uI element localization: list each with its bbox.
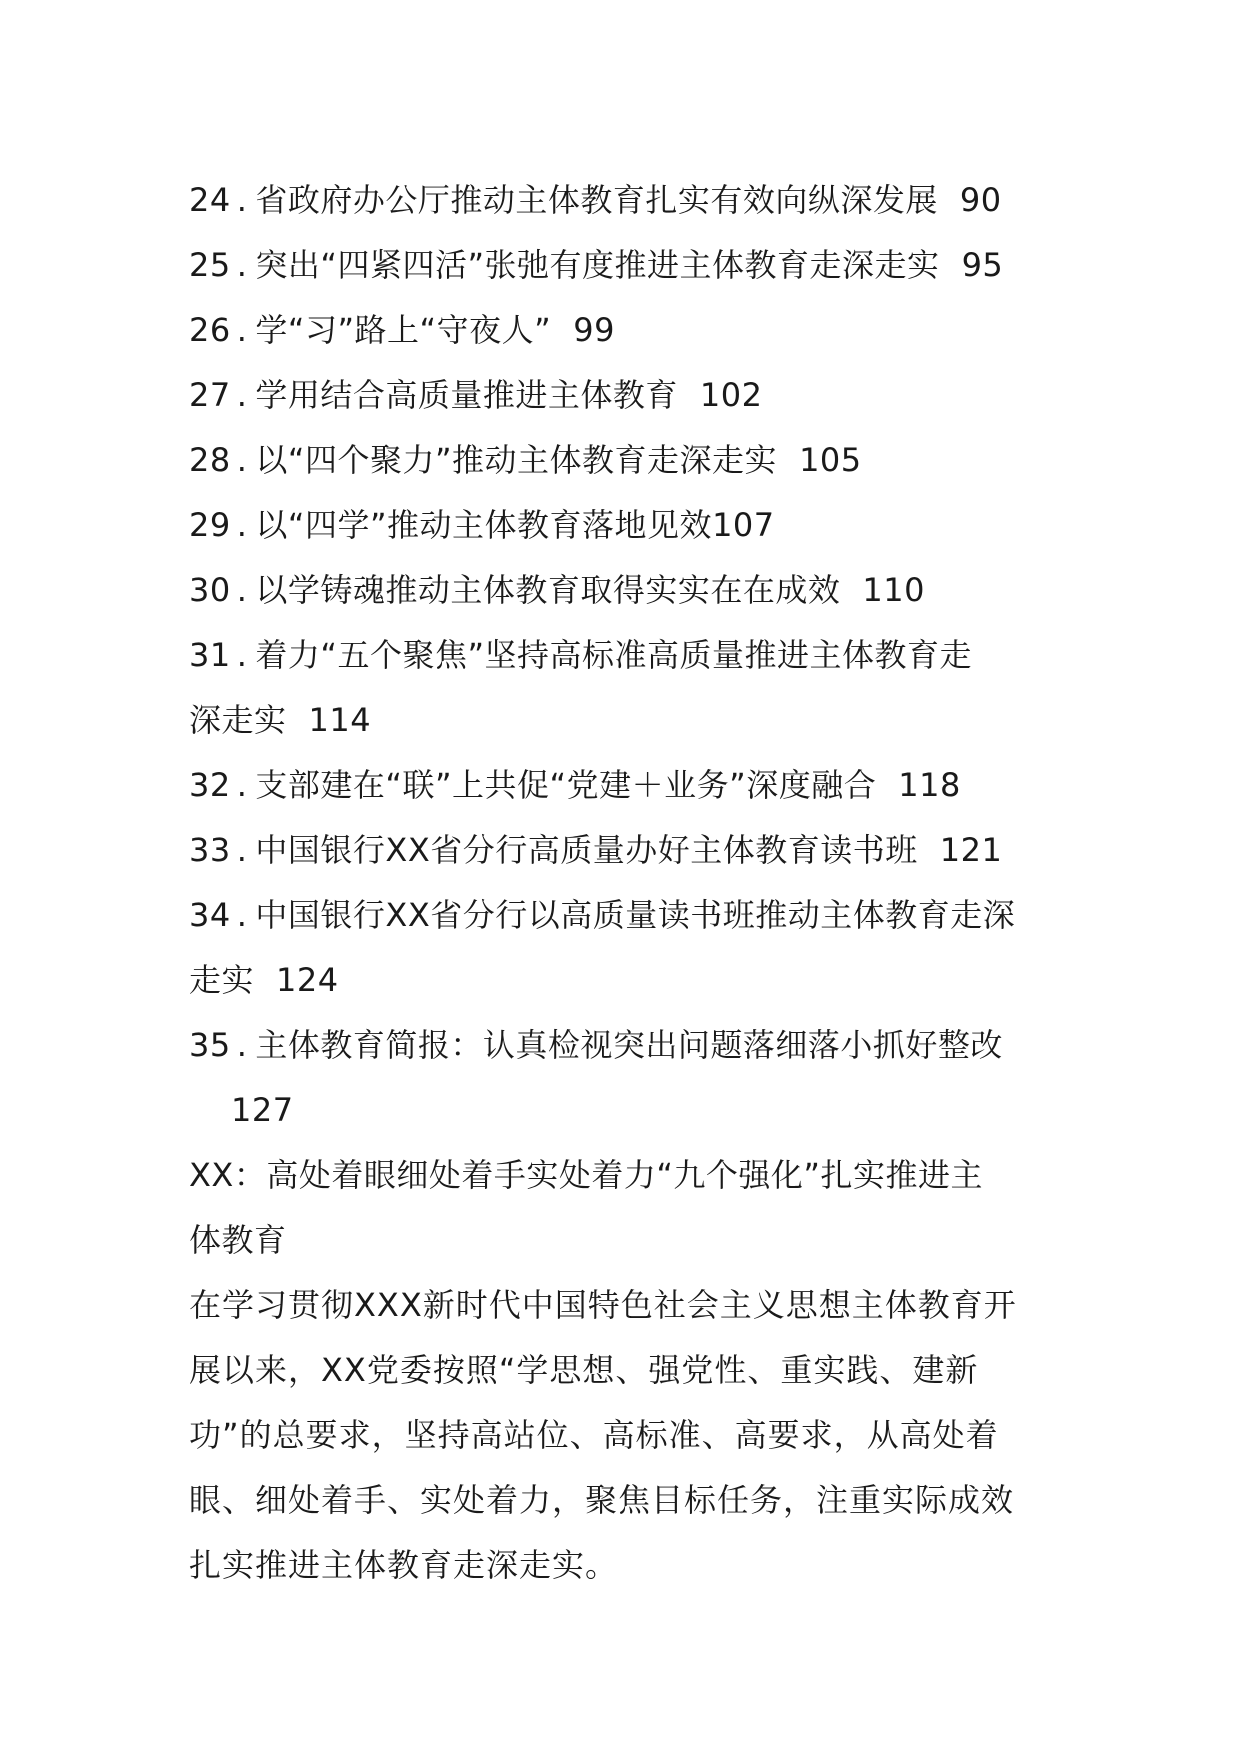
toc-separator: . xyxy=(236,506,248,544)
toc-title: 以学铸魂推动主体教育取得实实在在成效 xyxy=(255,571,841,609)
toc-title: 突出“四紧四活”张弛有度推进主体教育走深走实 xyxy=(255,246,940,284)
toc-title-continued: 走实 xyxy=(189,961,255,999)
toc-item-line xyxy=(189,623,1059,688)
toc-title: 以“四学”推动主体教育落地见效 xyxy=(255,506,713,544)
toc-item-24[interactable] xyxy=(189,168,1059,233)
toc-item-31[interactable] xyxy=(189,623,1059,753)
toc-page-number: 118 xyxy=(898,766,961,804)
toc-title: 主体教育简报：认真检视突出问题落细落小抓好整改 xyxy=(255,1026,1003,1064)
toc-item-line xyxy=(189,1078,1059,1143)
toc-item-33[interactable] xyxy=(189,818,1059,883)
toc-item-line xyxy=(189,1013,1059,1078)
toc-item-line xyxy=(189,688,1059,753)
toc-item-30[interactable] xyxy=(189,558,1059,623)
toc-title: 中国银行XX省分行以高质量读书班推动主体教育走深 xyxy=(255,896,1016,934)
toc-item-26[interactable] xyxy=(189,298,1059,363)
toc-separator: . xyxy=(236,571,248,609)
article-body-line: 扎实推进主体教育走深走实。 xyxy=(189,1546,619,1584)
article-body-line: 在学习贯彻XXX新时代中国特色社会主义思想主体教育开 xyxy=(189,1286,1017,1324)
toc-item-32[interactable] xyxy=(189,753,1059,818)
article-body xyxy=(189,1273,1059,1598)
toc-separator: . xyxy=(236,1026,248,1064)
toc-item-line xyxy=(189,948,1059,1013)
toc-number: 33 xyxy=(189,831,231,869)
article-body-line: 功”的总要求，坚持高站位、高标准、高要求，从高处着 xyxy=(189,1416,999,1454)
document-page xyxy=(189,168,1059,1598)
toc-item-34[interactable] xyxy=(189,883,1059,1013)
toc-page-number: 124 xyxy=(276,961,339,999)
toc-number: 27 xyxy=(189,376,231,414)
toc-title: 省政府办公厅推动主体教育扎实有效向纵深发展 xyxy=(255,181,938,219)
toc-page-number: 105 xyxy=(799,441,862,479)
toc-page-number: 90 xyxy=(959,181,1002,219)
toc-number: 35 xyxy=(189,1026,231,1064)
toc-separator: . xyxy=(236,181,248,219)
toc-number: 30 xyxy=(189,571,231,609)
toc-item-line xyxy=(189,883,1059,948)
toc-number: 31 xyxy=(189,636,231,674)
toc-page-number: 114 xyxy=(308,701,372,739)
toc-page-number: 107 xyxy=(712,506,775,544)
toc-number: 34 xyxy=(189,896,231,934)
toc-page-number: 127 xyxy=(231,1091,294,1129)
toc-separator: . xyxy=(236,246,248,284)
toc-title: 着力“五个聚焦”坚持高标准高质量推进主体教育走 xyxy=(255,636,973,674)
toc-title: 支部建在“联”上共促“党建＋业务”深度融合 xyxy=(255,766,877,804)
toc-title: 中国银行XX省分行高质量办好主体教育读书班 xyxy=(255,831,918,869)
toc-number: 29 xyxy=(189,506,231,544)
toc-title: 学“习”路上“守夜人” xyxy=(255,311,552,349)
toc-title-continued: 深走实 xyxy=(189,701,287,739)
toc-separator: . xyxy=(236,636,248,674)
toc-separator: . xyxy=(236,441,248,479)
toc-item-25[interactable] xyxy=(189,233,1059,298)
article-body-line: 展以来，XX党委按照“学思想、强党性、重实践、建新 xyxy=(189,1351,979,1389)
toc-separator: . xyxy=(236,311,248,349)
toc-page-number: 121 xyxy=(939,831,1003,869)
toc-item-27[interactable] xyxy=(189,363,1059,428)
toc-number: 28 xyxy=(189,441,231,479)
toc-separator: . xyxy=(236,766,248,804)
article-title xyxy=(189,1143,1059,1273)
article-body-line: 眼、细处着手、实处着力，聚焦目标任务，注重实际成效 xyxy=(189,1481,1015,1519)
toc-item-35[interactable] xyxy=(189,1013,1059,1143)
toc-item-28[interactable] xyxy=(189,428,1059,493)
toc-number: 24 xyxy=(189,181,231,219)
toc-page-number: 95 xyxy=(961,246,1004,284)
toc-separator: . xyxy=(236,831,248,869)
toc-page-number: 102 xyxy=(699,376,763,414)
toc-separator: . xyxy=(236,376,248,414)
toc-title: 学用结合高质量推进主体教育 xyxy=(255,376,678,414)
toc-page-number: 99 xyxy=(573,311,615,349)
toc-item-29[interactable] xyxy=(189,493,1059,558)
article-title-line: 体教育 xyxy=(189,1221,287,1259)
toc-number: 32 xyxy=(189,766,231,804)
toc-number: 26 xyxy=(189,311,231,349)
toc-page-number: 110 xyxy=(862,571,925,609)
toc-title: 以“四个聚力”推动主体教育走深走实 xyxy=(255,441,778,479)
toc-number: 25 xyxy=(189,246,231,284)
article-title-line: XX：高处着眼细处着手实处着力“九个强化”扎实推进主 xyxy=(189,1156,984,1194)
toc-separator: . xyxy=(236,896,248,934)
